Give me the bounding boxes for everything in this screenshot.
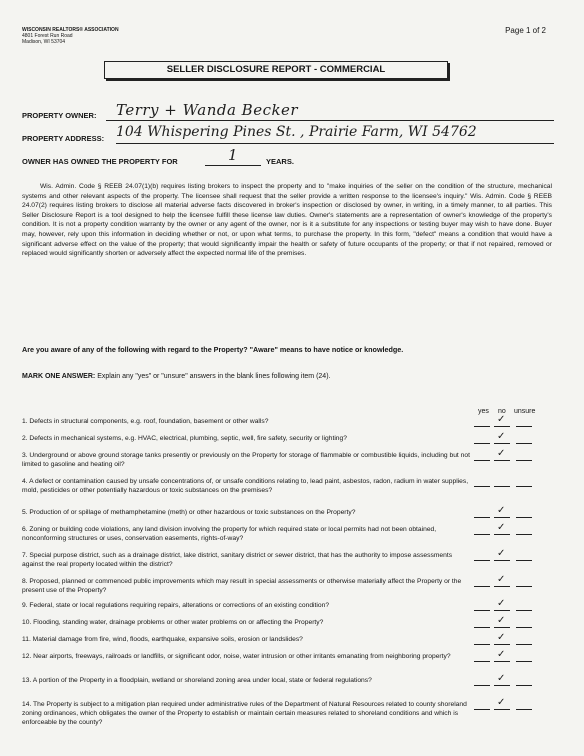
disclosure-item-text: 10. Flooding, standing water, drainage problems or other water problems on or affecting the Property? xyxy=(22,619,324,626)
answer-check-mark: ✓ xyxy=(497,548,506,559)
disclosure-item xyxy=(22,636,472,645)
property-address-label: PROPERTY ADDRESS: xyxy=(22,134,105,143)
column-no-header: no xyxy=(498,408,506,415)
disclosure-item xyxy=(22,418,472,427)
answer-check-mark: ✓ xyxy=(497,414,506,425)
disclosure-item-text: 3. Underground or above ground storage tanks presently or previously on the Property for storage of flammable or combustible liquids, including but not limited to gasoline and heating oil? xyxy=(22,452,470,468)
disclosure-item-text: 12. Near airports, freeways, railroads or landfills, or significant odor, noise, water intrusion or other irritants emanating from neighboring property? xyxy=(22,653,451,660)
answer-yes-blank[interactable] xyxy=(474,478,490,487)
answer-yes-blank[interactable] xyxy=(474,452,490,461)
answer-yes-blank[interactable] xyxy=(474,509,490,518)
answer-yes-blank[interactable] xyxy=(474,701,490,710)
answer-yes-blank[interactable] xyxy=(474,619,490,628)
answer-unsure-blank[interactable] xyxy=(516,552,532,561)
disclosure-item xyxy=(22,435,472,444)
answer-check-mark: ✓ xyxy=(497,598,506,609)
answer-yes-blank[interactable] xyxy=(474,636,490,645)
answer-check-mark: ✓ xyxy=(497,615,506,626)
answer-unsure-blank[interactable] xyxy=(516,526,532,535)
disclosure-item-text: 5. Production of or spillage of methamphetamine (meth) or other hazardous or toxic substances on the Property? xyxy=(22,509,356,516)
disclosure-item xyxy=(22,578,472,596)
disclosure-item xyxy=(22,478,472,496)
answer-unsure-blank[interactable] xyxy=(516,636,532,645)
answer-yes-blank[interactable] xyxy=(474,435,490,444)
mark-one-label: MARK ONE ANSWER: xyxy=(22,373,96,380)
answer-unsure-blank[interactable] xyxy=(516,602,532,611)
page-number: Page 1 of 2 xyxy=(505,26,546,35)
owned-years-label: OWNER HAS OWNED THE PROPERTY FOR xyxy=(22,157,178,166)
disclosure-item-text: 1. Defects in structural components, e.g. roof, foundation, basement or other walls? xyxy=(22,418,269,425)
disclosure-item-text: 7. Special purpose district, such as a drainage district, lake district, sanitary district or sewer district, that has the authority to impose assessments against the real property located within the district? xyxy=(22,552,453,568)
disclosure-item-text: 13. A portion of the Property in a floodplain, wetland or shoreland zoning area under local, state or federal regulations? xyxy=(22,677,372,684)
disclosure-item xyxy=(22,552,472,570)
column-yes-header: yes xyxy=(478,408,489,415)
disclosure-item-text: 8. Proposed, planned or commenced public improvements which may result in special assessments or otherwise materially affect the Property or the present use of the Property? xyxy=(22,578,462,594)
years-label: YEARS. xyxy=(266,157,294,166)
disclosure-item xyxy=(22,602,472,611)
organization-address-line1: 4801 Forest Run Road xyxy=(22,33,73,39)
answer-yes-blank[interactable] xyxy=(474,602,490,611)
disclosure-item xyxy=(22,452,472,470)
property-address-field[interactable] xyxy=(116,123,554,144)
disclosure-item xyxy=(22,653,472,662)
answer-unsure-blank[interactable] xyxy=(516,452,532,461)
answer-check-mark: ✓ xyxy=(497,448,506,459)
answer-unsure-blank[interactable] xyxy=(516,509,532,518)
organization-name: WISCONSIN REALTORS® ASSOCIATION xyxy=(22,27,119,33)
property-owner-value: Terry + Wanda Becker xyxy=(116,101,299,119)
disclosure-item-text: 14. The Property is subject to a mitigation plan required under administrative rules of the Department of Natural Resources related to county shoreland zoning ordinances, which obligates the owner of the Property to establish or maintain certain measures related to shoreland conditions and which is enforceable by the county? xyxy=(22,701,467,726)
disclosure-item xyxy=(22,677,472,686)
answer-unsure-blank[interactable] xyxy=(516,578,532,587)
answer-yes-blank[interactable] xyxy=(474,552,490,561)
answer-check-mark: ✓ xyxy=(497,522,506,533)
owned-years-value: 1 xyxy=(227,146,239,164)
answer-yes-blank[interactable] xyxy=(474,578,490,587)
organization-header xyxy=(22,27,119,45)
column-unsure-header: unsure xyxy=(514,408,536,415)
answer-check-mark: ✓ xyxy=(497,505,506,516)
answer-check-mark: ✓ xyxy=(497,649,506,660)
mark-one-text: Explain any "yes" or "unsure" answers in the blank lines following item (24). xyxy=(95,373,331,380)
answer-no-blank[interactable] xyxy=(494,478,510,487)
disclosure-item-text: 2. Defects in mechanical systems, e.g. HVAC, electrical, plumbing, septic, well, fire safety, security or lighting? xyxy=(22,435,347,442)
answer-unsure-blank[interactable] xyxy=(516,653,532,662)
answer-yes-blank[interactable] xyxy=(474,677,490,686)
disclosure-item-text: 4. A defect or contamination caused by unsafe concentrations of, or unsafe conditions relating to, lead paint, asbestos, radon, radium in water supplies, mold, pesticides or other potentially hazardous or toxic substances on the premises? xyxy=(22,478,469,494)
answer-check-mark: ✓ xyxy=(497,431,506,442)
disclosure-item-text: 11. Material damage from fire, wind, floods, earthquake, expansive soils, erosion or landslides? xyxy=(22,636,303,643)
answer-unsure-blank[interactable] xyxy=(516,418,532,427)
answer-check-mark: ✓ xyxy=(497,697,506,708)
answer-yes-blank[interactable] xyxy=(474,526,490,535)
intro-paragraph: Wis. Admin. Code § REEB 24.07(1)(b) requires listing brokers to inspect the property and to "make inquiries of the seller on the condition of the structure, mechanical systems and other relevant aspects of the property. The licensee shall request that the seller provide a written response to the licensee's inquiry." Wis. Admin. Code § REEB 24.07(2) requires listing brokers to disclose all material adverse facts discovered in broker's inspection or disclosed by owner, in writing, in a timely manner, to all parties. This Seller Disclosure Report is a tool designed to help the licensee fulfill these license law duties. Owner's statements are a representation of owner's knowledge of the property's condition. It is not a property condition warranty by the owner or any agent of the owner, nor is it a substitute for any inspections or testing buyer may wish to have done. Buyer may, however, rely upon this information in deciding whether or not, or upon what terms, to purchase the property. In this form, "defect" means a condition that would have a significant adverse effect on the value of the property; that would significantly impair the health or safety of future occupants of the property; or that if not repaired, removed or replaced would significantly shorten or adversely affect the expected normal life of the premises. xyxy=(22,183,552,258)
owned-years-field[interactable] xyxy=(205,146,261,166)
disclosure-item xyxy=(22,526,472,544)
answer-check-mark: ✓ xyxy=(497,673,506,684)
answer-check-mark: ✓ xyxy=(497,574,506,585)
document-title: SELLER DISCLOSURE REPORT - COMMERCIAL xyxy=(104,61,448,79)
answer-unsure-blank[interactable] xyxy=(516,701,532,710)
answer-unsure-blank[interactable] xyxy=(516,677,532,686)
disclosure-item-text: 9. Federal, state or local regulations requiring repairs, alterations or corrections of an existing condition? xyxy=(22,602,330,609)
property-address-value: 104 Whispering Pines St. , Prairie Farm, WI 54762 xyxy=(116,124,477,140)
property-owner-label: PROPERTY OWNER: xyxy=(22,111,97,120)
answer-check-mark: ✓ xyxy=(497,632,506,643)
disclosure-item-text: 6. Zoning or building code violations, any land division involving the property for which required state or local permits had not been obtained, nonconforming structures or uses, conservation easements, rights-of-way? xyxy=(22,526,437,542)
property-owner-field[interactable] xyxy=(106,100,554,121)
disclosure-item xyxy=(22,619,472,628)
answer-yes-blank[interactable] xyxy=(474,653,490,662)
organization-address-line2: Madison, WI 53704 xyxy=(22,39,66,45)
disclosure-item xyxy=(22,509,472,518)
awareness-question: Are you aware of any of the following with regard to the Property? "Aware" means to have notice or knowledge. xyxy=(22,345,404,354)
answer-yes-blank[interactable] xyxy=(474,418,490,427)
answer-unsure-blank[interactable] xyxy=(516,619,532,628)
mark-one-instruction xyxy=(22,373,330,380)
answer-unsure-blank[interactable] xyxy=(516,435,532,444)
disclosure-item xyxy=(22,701,472,727)
answer-unsure-blank[interactable] xyxy=(516,478,532,487)
